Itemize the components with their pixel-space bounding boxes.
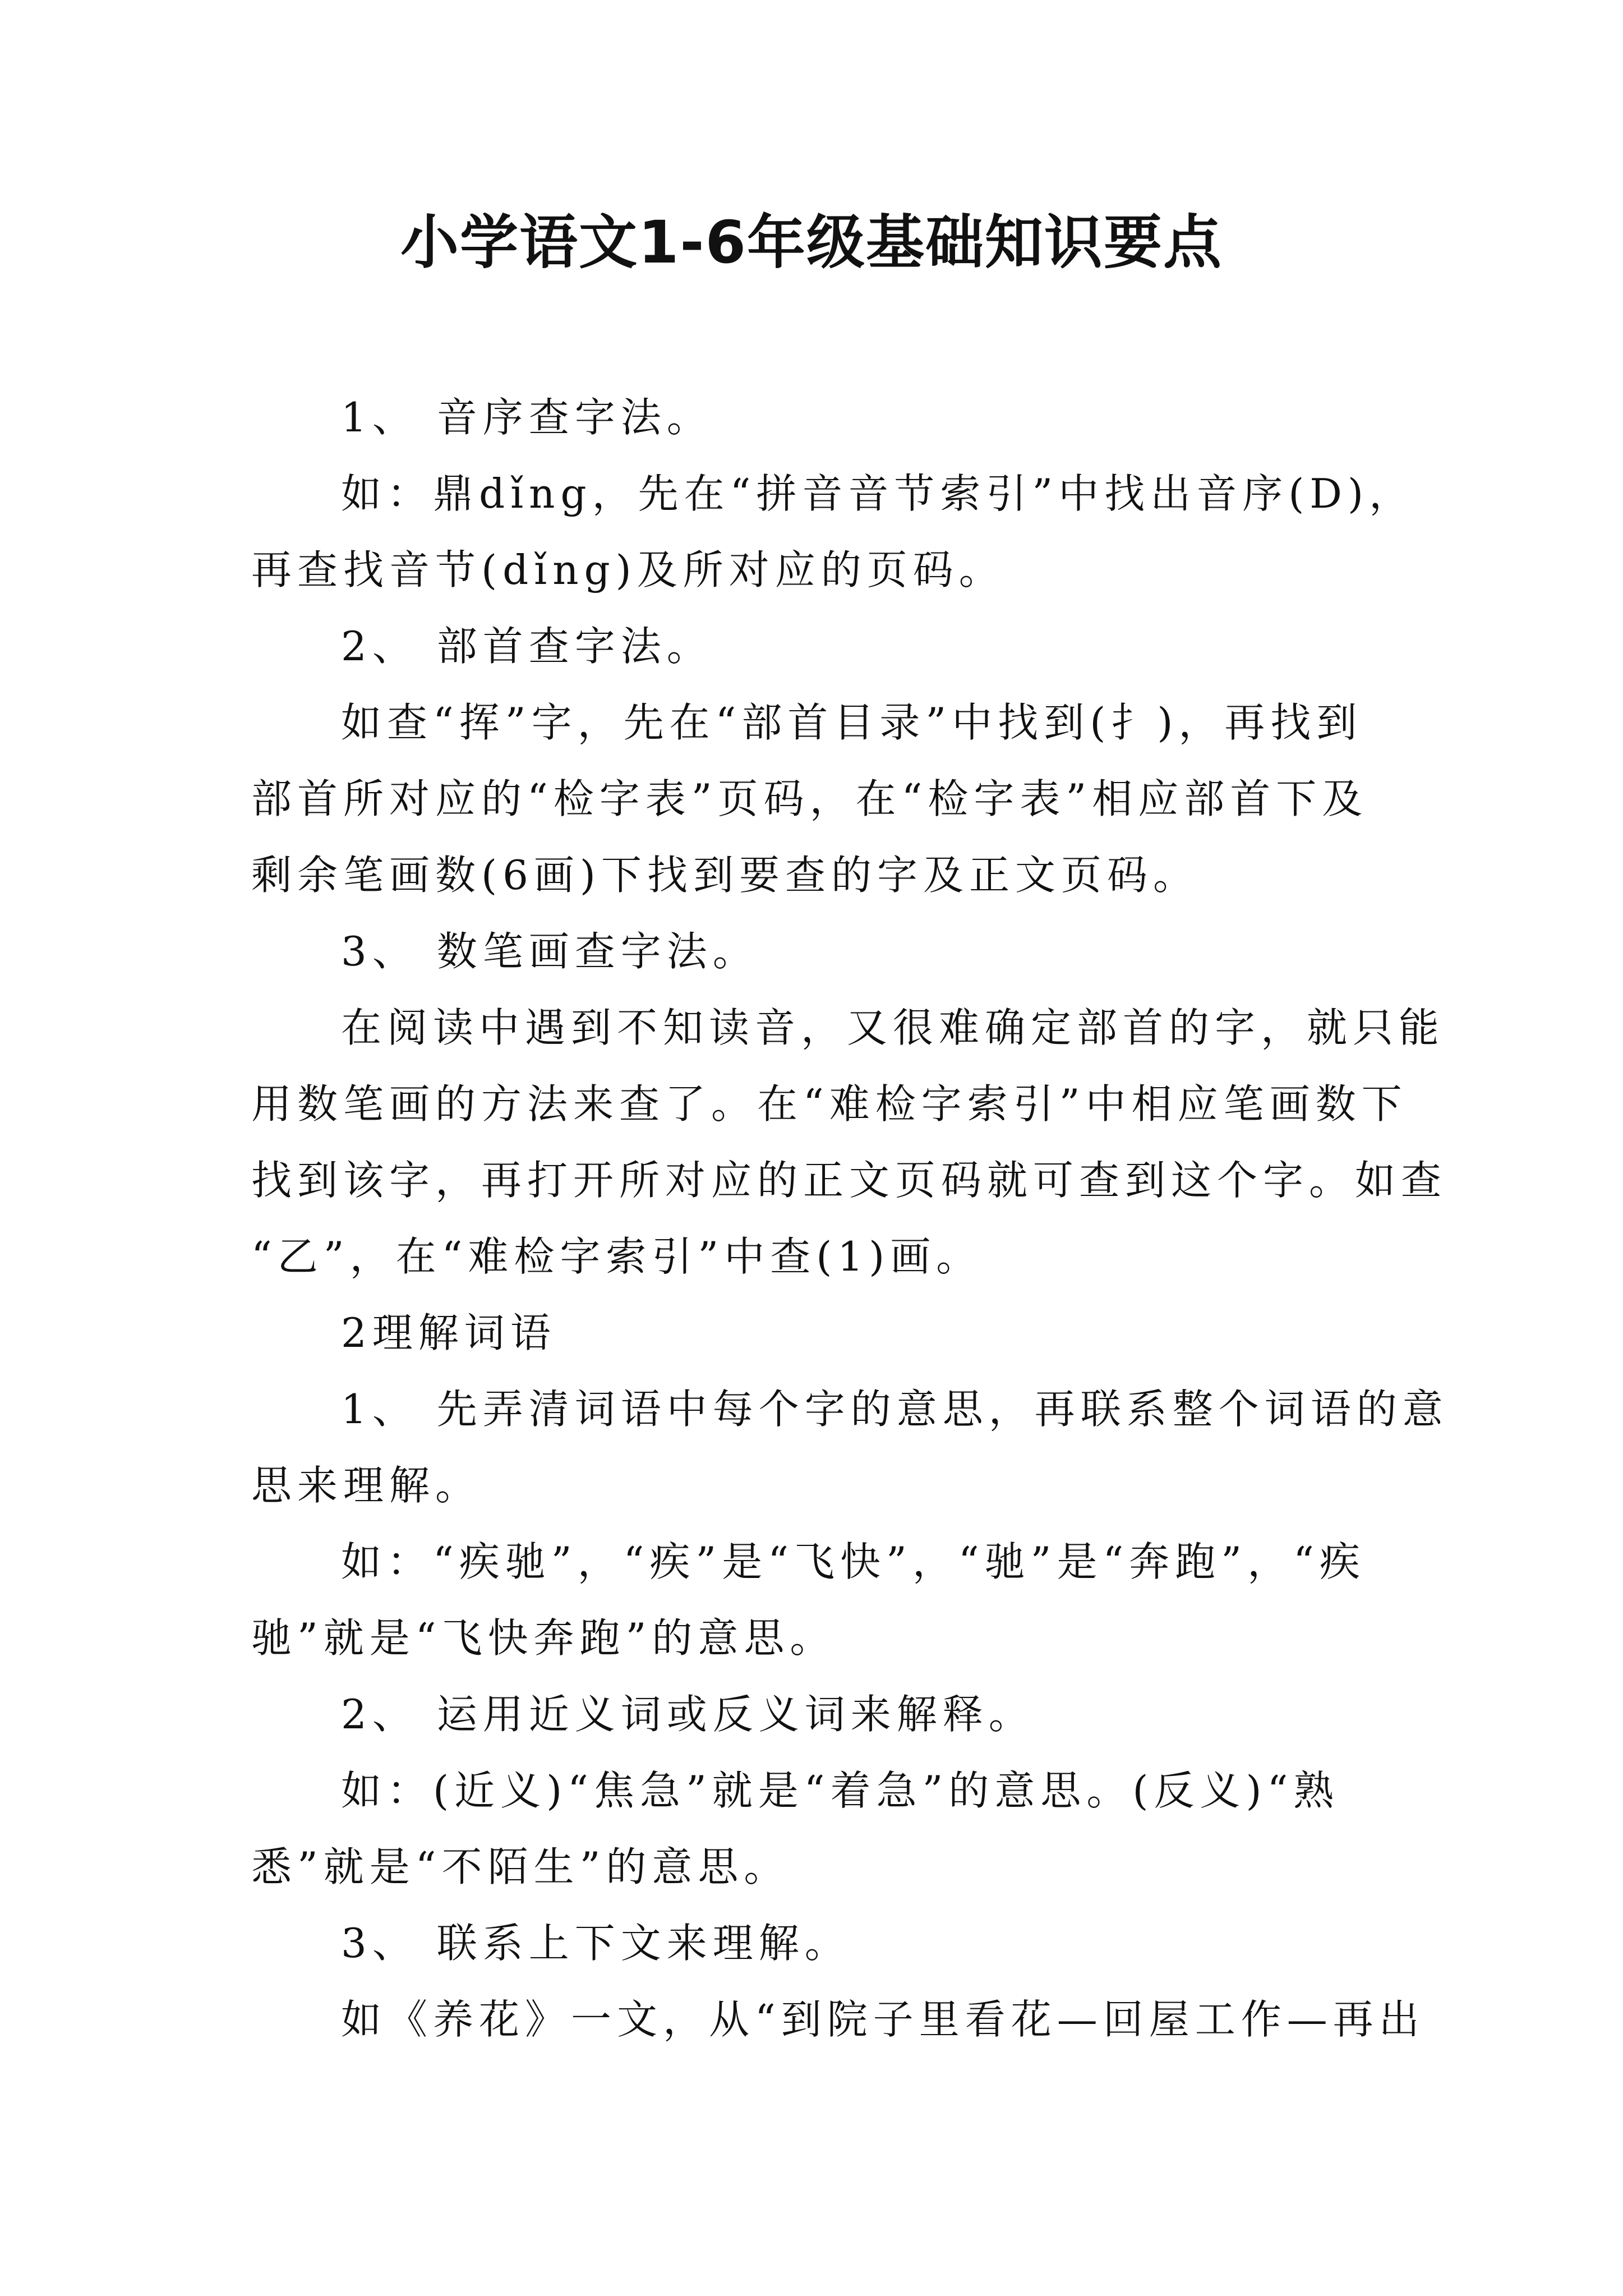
paragraph-line: 悉”就是“不陌生”的意思。 <box>251 1843 790 1890</box>
paragraph-line: 如查“挥”字，先在“部首目录”中找到(扌)，再找到 <box>341 699 1363 746</box>
paragraph-line: 2、 部首查字法。 <box>341 623 713 670</box>
paragraph-line: 1、 先弄清词语中每个字的意思，再联系整个词语的意 <box>341 1386 1449 1433</box>
paragraph-line: 剩余笔画数(6画)下找到要查的字及正文页码。 <box>251 852 1199 899</box>
paragraph-line: 驰”就是“飞快奔跑”的意思。 <box>251 1614 836 1662</box>
paragraph-line: 如：“疾驰”，“疾”是“飞快”，“驰”是“奔跑”，“疾 <box>341 1538 1366 1585</box>
paragraph-line: 3、 联系上下文来理解。 <box>341 1920 851 1967</box>
paragraph-line: “乙”，在“难检字索引”中查(1)画。 <box>251 1233 983 1280</box>
paragraph-line: 找到该字，再打开所对应的正文页码就可查到这个字。如查 <box>251 1157 1447 1204</box>
paragraph-line: 1、 音序查字法。 <box>341 394 713 441</box>
section-heading: 2理解词语 <box>341 1309 556 1356</box>
paragraph-line: 部首所对应的“检字表”页码，在“检字表”相应部首下及 <box>251 775 1368 822</box>
paragraph-line: 思来理解。 <box>251 1462 482 1509</box>
paragraph-line: 如：(近义)“焦急”就是“着急”的意思。(反义)“熟 <box>341 1767 1340 1814</box>
paragraph-line: 再查找音节(dǐng)及所对应的页码。 <box>251 546 1005 593</box>
paragraph-line: 2、 运用近义词或反义词来解释。 <box>341 1691 1035 1738</box>
paragraph-line: 如：鼎dǐng，先在“拼音音节索引”中找出音序(D)， <box>341 470 1415 517</box>
page-title: 小学语文1-6年级基础知识要点 <box>400 208 1223 277</box>
paragraph-line: 在阅读中遇到不知读音，又很难确定部首的字，就只能 <box>341 1004 1445 1051</box>
paragraph-line: 3、 数笔画查字法。 <box>341 928 759 975</box>
paragraph-line: 如《养花》一文，从“到院子里看花—回屋工作—再出 <box>341 1996 1425 2043</box>
paragraph-line: 用数笔画的方法来查了。在“难检字索引”中相应笔画数下 <box>251 1080 1408 1128</box>
